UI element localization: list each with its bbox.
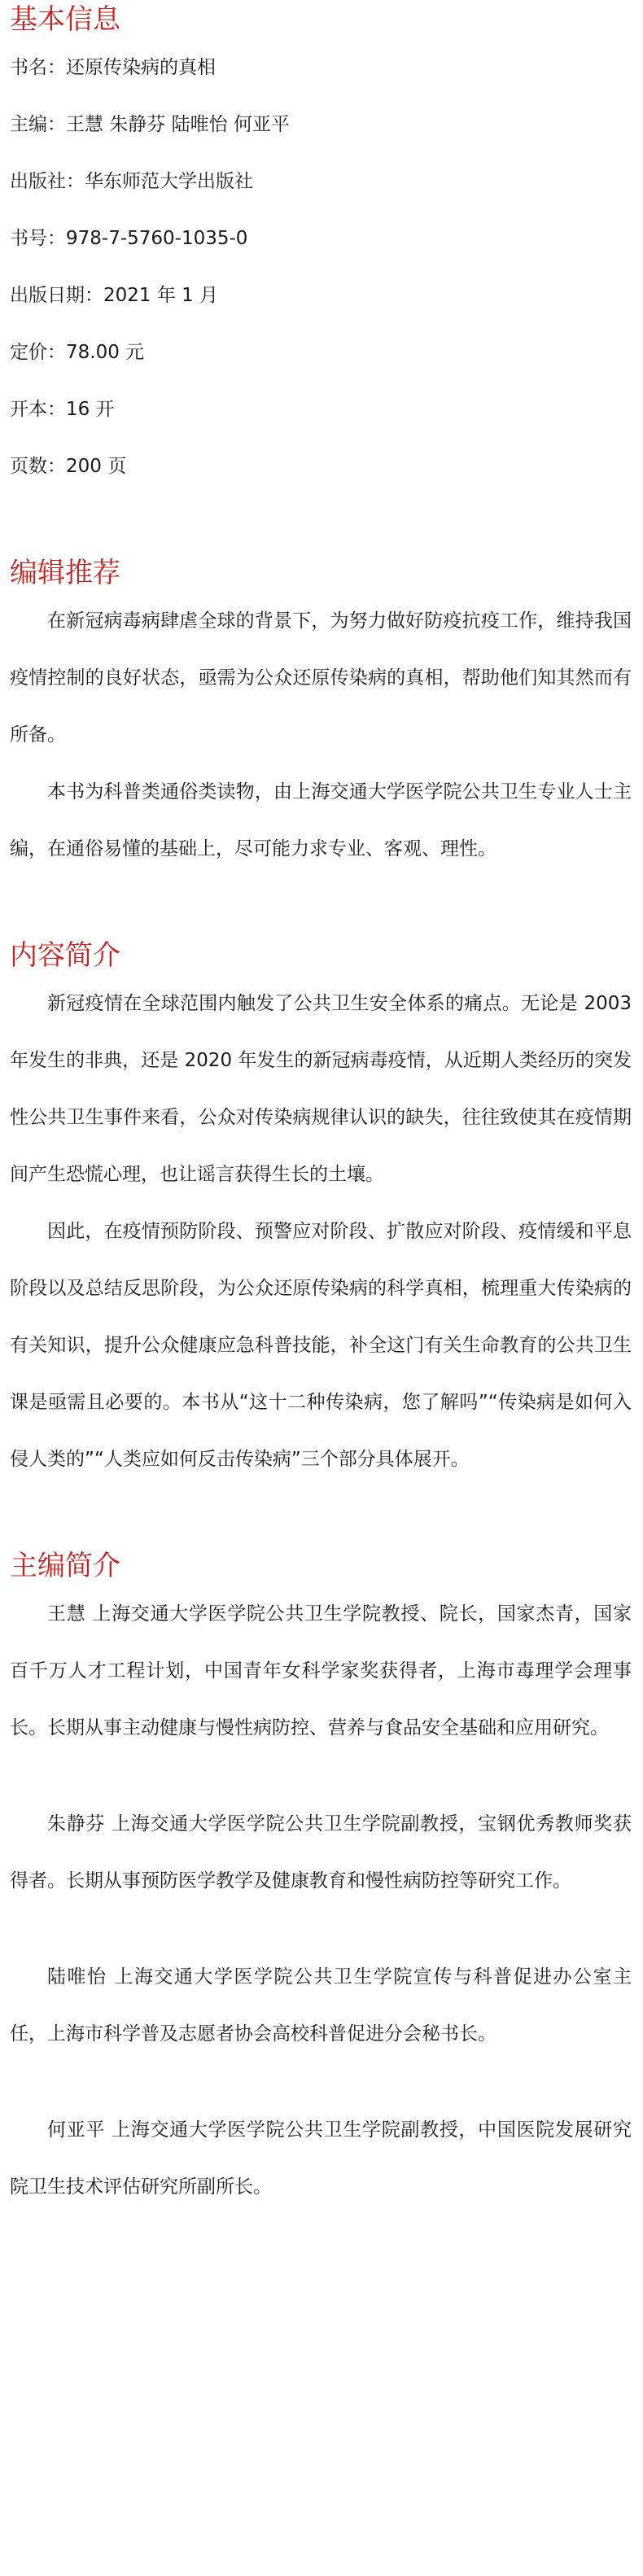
editor-recommendation-section [10, 553, 632, 877]
paragraph: 在新冠病毒病肆虐全球的背景下，为努力做好防疫抗疫工作，维持我国疫情控制的良好状态，亟需为公众还原传染病的真相，帮助他们知其然而有所备。 [10, 610, 632, 746]
price-line: 定价：78.00 元 [10, 342, 145, 363]
paragraph-spacer [10, 1756, 632, 1795]
paragraph: 因此，在疫情预防阶段、预警应对阶段、扩散应对阶段、疫情缓和平息阶段以及总结反思阶段，为公众还原传染病的科学真相，梳理重大传染病的有关知识，提升公众健康应急科普技能，补全这门有关生命教育的公共卫生课是亟需且必要的。本书从“这十二种传染病，您了解吗”“传染病是如何入侵人类的”“人类应如何反击传染病”三个部分具体展开。 [10, 1221, 632, 1470]
editor-bio: 何亚平 上海交通大学医学院公共卫生学院副教授，中国医院发展研究院卫生技术评估研究所副所长。 [10, 2119, 632, 2198]
editors-intro-heading: 主编简介 [10, 1550, 120, 1582]
format-line: 开本：16 开 [10, 399, 115, 420]
publish-date-line: 出版日期：2021 年 1 月 [10, 285, 219, 306]
editor-bio: 陆唯怡 上海交通大学医学院公共卫生学院宣传与科普促进办公室主任，上海市科学普及志愿者协会高校科普促进分会秘书长。 [10, 1966, 632, 2045]
editors-line: 主编：王慧 朱静芬 陆唯怡 何亚平 [10, 114, 290, 135]
editors-intro-body [10, 1585, 632, 2215]
editor-bio: 朱静芬 上海交通大学医学院公共卫生学院副教授，宝钢优秀教师奖获得者。长期从事预防医学教学及健康教育和慢性病防控等研究工作。 [10, 1813, 632, 1892]
section-spacer [10, 877, 632, 936]
paragraph-spacer [10, 2062, 632, 2101]
editor-bio: 王慧 上海交通大学医学院公共卫生学院教授、院长，国家杰青，国家百千万人才工程计划，中国青年女科学家奖获得者，上海市毒理学会理事长。长期从事主动健康与慢性病防控、营养与食品安全基础和应用研究。 [10, 1603, 632, 1738]
pages-line: 页数：200 页 [10, 456, 127, 477]
editor-recommendation-body [10, 593, 632, 877]
publisher-line: 出版社：华东师范大学出版社 [10, 171, 253, 192]
summary-body [10, 975, 632, 1488]
isbn-line: 书号：978-7-5760-1035-0 [10, 228, 248, 249]
paragraph: 本书为科普类通俗类读物，由上海交通大学医学院公共卫生专业人士主编，在通俗易懂的基础上，尽可能力求专业、客观、理性。 [10, 781, 632, 859]
basic-info-section [10, 0, 632, 495]
book-title-line: 书名：还原传染病的真相 [10, 57, 216, 78]
section-spacer [10, 495, 632, 553]
summary-section [10, 936, 632, 1488]
editors-intro-section [10, 1546, 632, 2215]
basic-info-list [10, 39, 632, 495]
paragraph-spacer [10, 1909, 632, 1948]
section-spacer [10, 1488, 632, 1546]
summary-heading: 内容简介 [10, 939, 120, 972]
paragraph: 新冠疫情在全球范围内触发了公共卫生安全体系的痛点。无论是 2003 年发生的非典，还是 2020 年发生的新冠病毒疫情，从近期人类经历的突发性公共卫生事件来看，公众对传染病规律认识的缺失，往往致使其在疫情期间产生恐慌心理，也让谣言获得生长的土壤。 [10, 993, 632, 1185]
editor-recommendation-heading: 编辑推荐 [10, 557, 120, 589]
basic-info-heading: 基本信息 [10, 3, 120, 36]
